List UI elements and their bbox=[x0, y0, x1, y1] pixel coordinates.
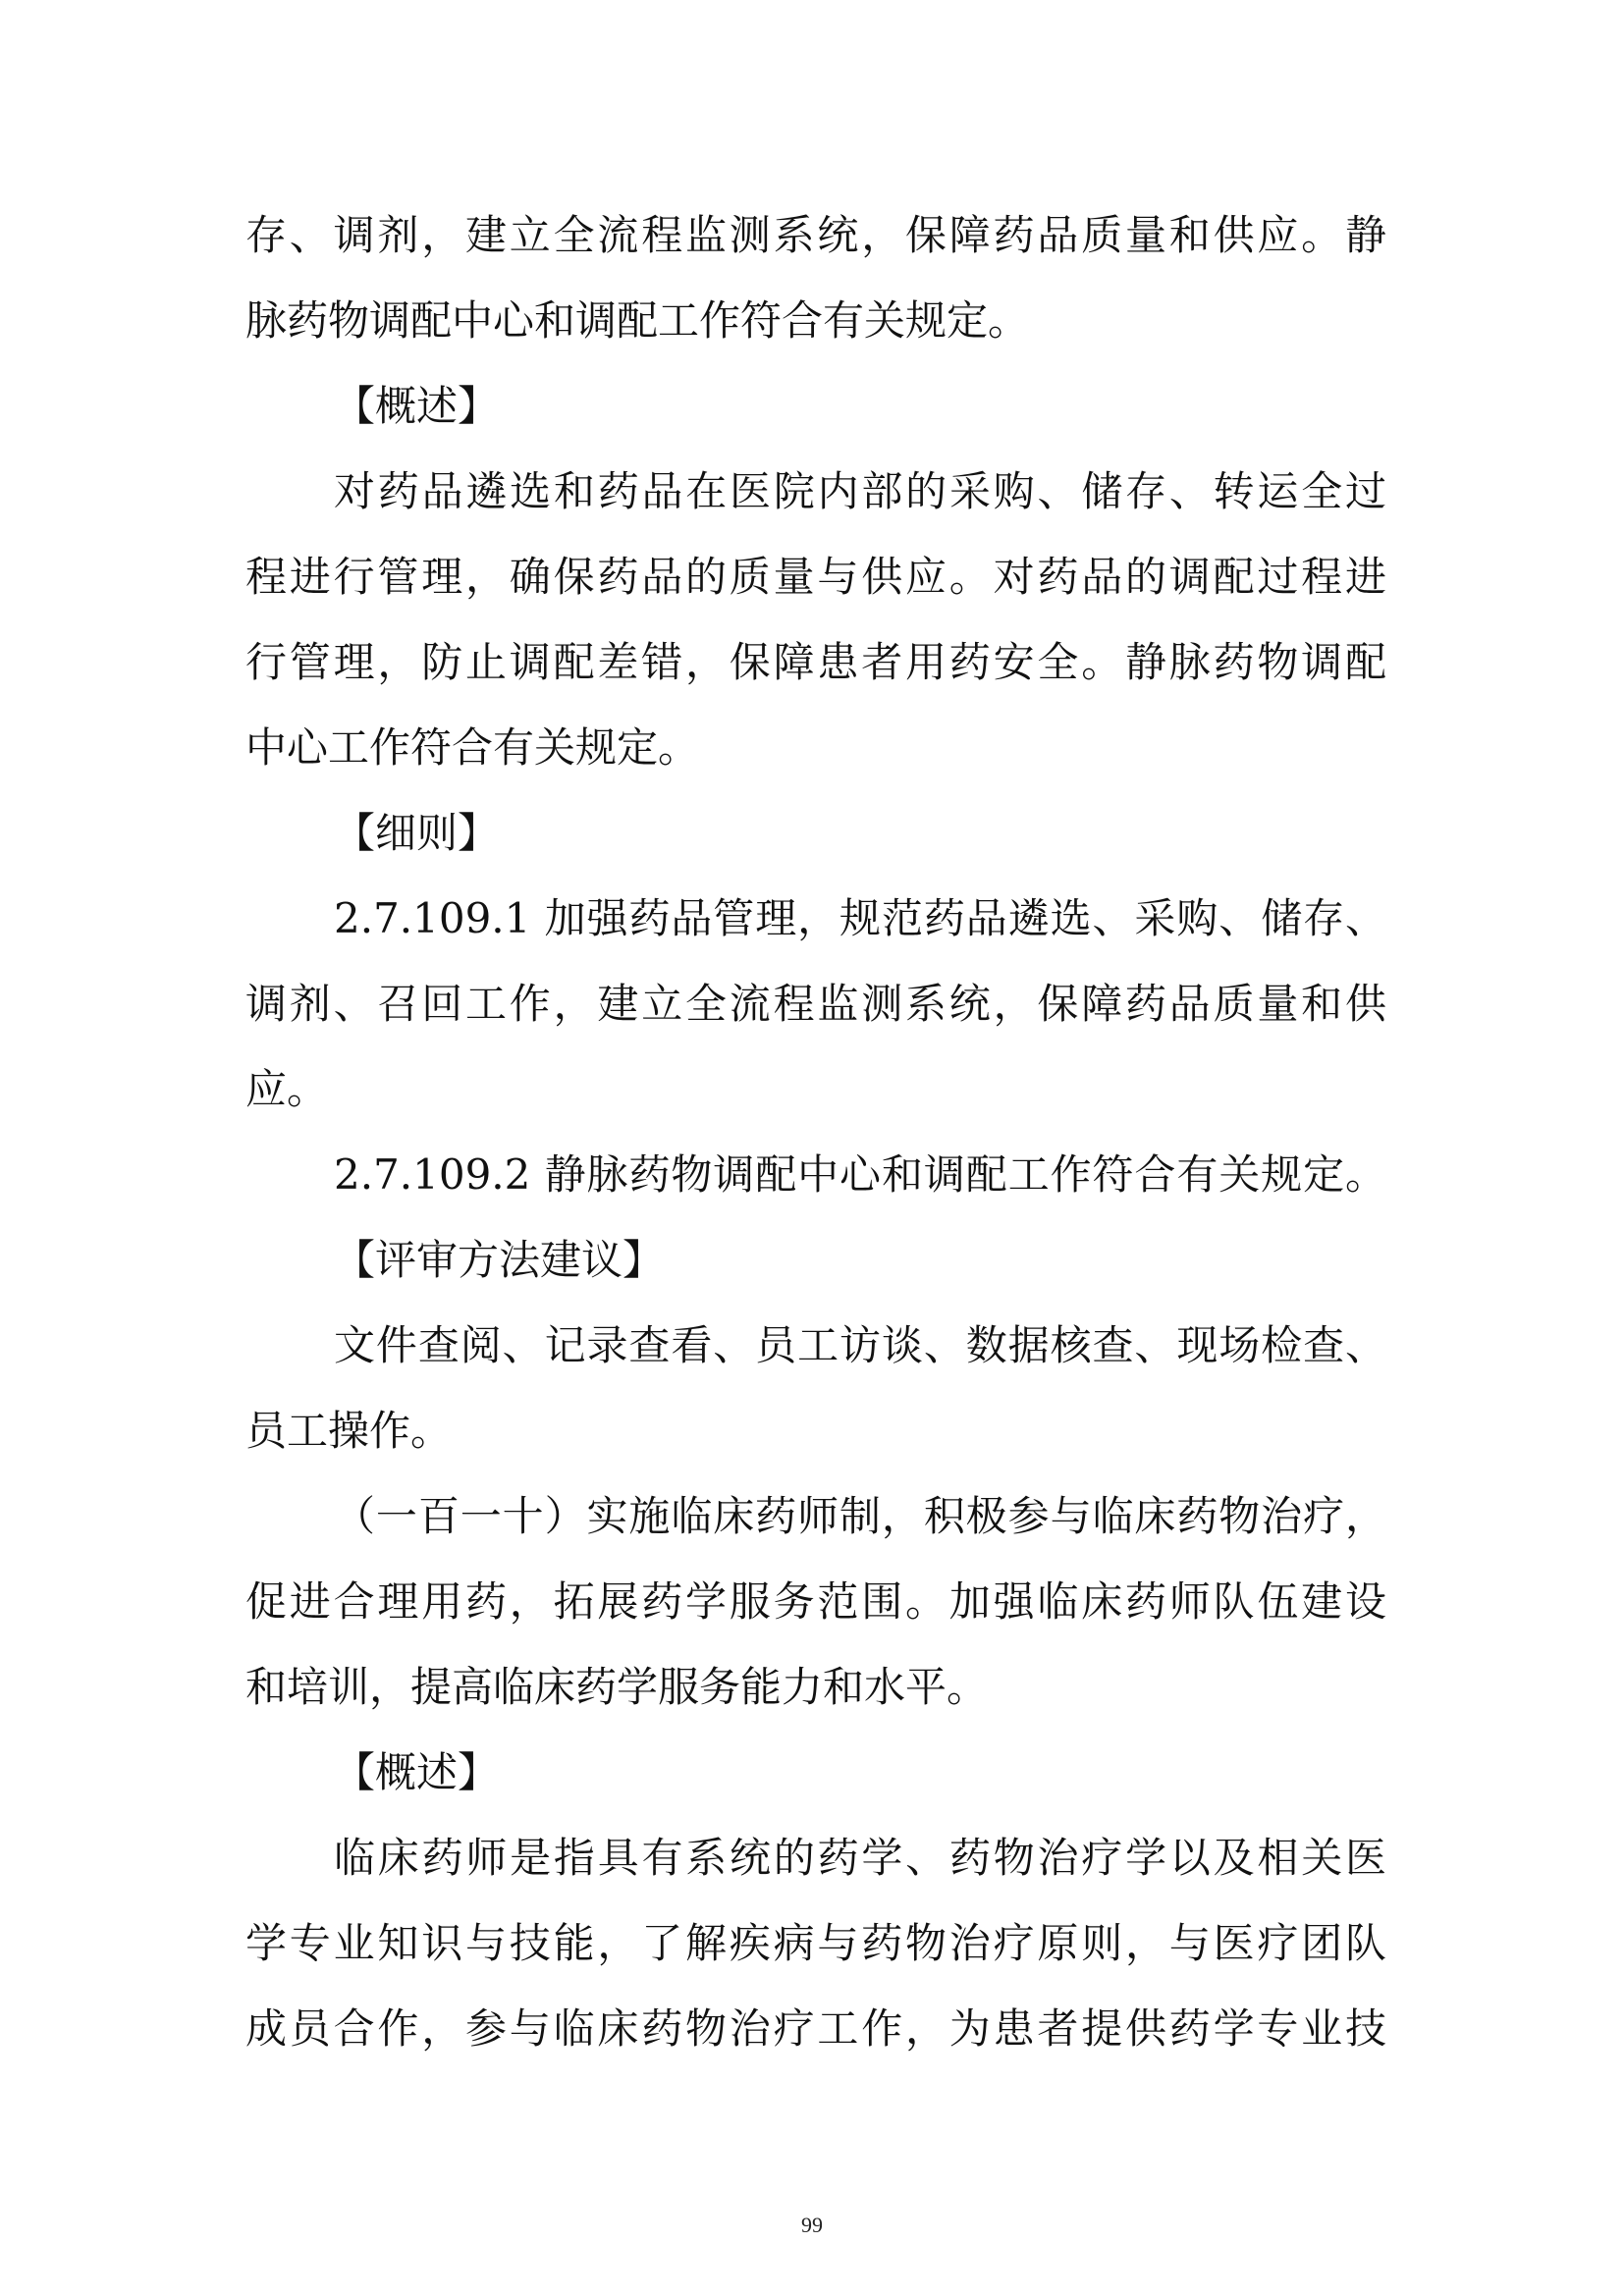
text-line: 2.7.109.1 加强药品管理，规范药品遴选、采购、储存、 bbox=[334, 894, 1386, 942]
text-line: 学专业知识与技能，了解疾病与药物治疗原则，与医疗团队 bbox=[245, 1919, 1386, 1967]
text-line: 文件查阅、记录查看、员工访谈、数据核查、现场检查、 bbox=[334, 1321, 1386, 1369]
document-body bbox=[245, 192, 1386, 2071]
text-line: 中心工作符合有关规定。 bbox=[245, 723, 700, 772]
text-line: 调剂、召回工作，建立全流程监测系统，保障药品质量和供 bbox=[245, 980, 1386, 1028]
text-line: 存、调剂，建立全流程监测系统，保障药品质量和供应。静 bbox=[245, 211, 1386, 259]
text-line: 员工操作。 bbox=[245, 1407, 453, 1455]
text-line: 行管理，防止调配差错，保障患者用药安全。静脉药物调配 bbox=[245, 638, 1386, 686]
page-number: 99 bbox=[801, 2213, 823, 2237]
text-line: （一百一十）实施临床药师制，积极参与临床药物治疗， bbox=[334, 1492, 1386, 1540]
text-line: 脉药物调配中心和调配工作符合有关规定。 bbox=[245, 296, 1030, 345]
section-heading-overview: 【概述】 bbox=[334, 382, 500, 430]
text-line: 2.7.109.2 静脉药物调配中心和调配工作符合有关规定。 bbox=[334, 1150, 1386, 1199]
text-line: 应。 bbox=[245, 1065, 329, 1113]
text-line: 对药品遴选和药品在医院内部的采购、储存、转运全过 bbox=[334, 467, 1386, 515]
text-line: 程进行管理，确保药品的质量与供应。对药品的调配过程进 bbox=[245, 553, 1386, 601]
section-heading-review-method: 【评审方法建议】 bbox=[334, 1236, 665, 1284]
text-line: 和培训，提高临床药学服务能力和水平。 bbox=[245, 1663, 989, 1711]
text-line: 临床药师是指具有系统的药学、药物治疗学以及相关医 bbox=[334, 1834, 1386, 1882]
text-line: 成员合作，参与临床药物治疗工作，为患者提供药学专业技 bbox=[245, 2004, 1386, 2053]
text-line: 促进合理用药，拓展药学服务范围。加强临床药师队伍建设 bbox=[245, 1577, 1386, 1626]
section-heading-details: 【细则】 bbox=[334, 809, 500, 857]
section-heading-overview: 【概述】 bbox=[334, 1748, 500, 1796]
